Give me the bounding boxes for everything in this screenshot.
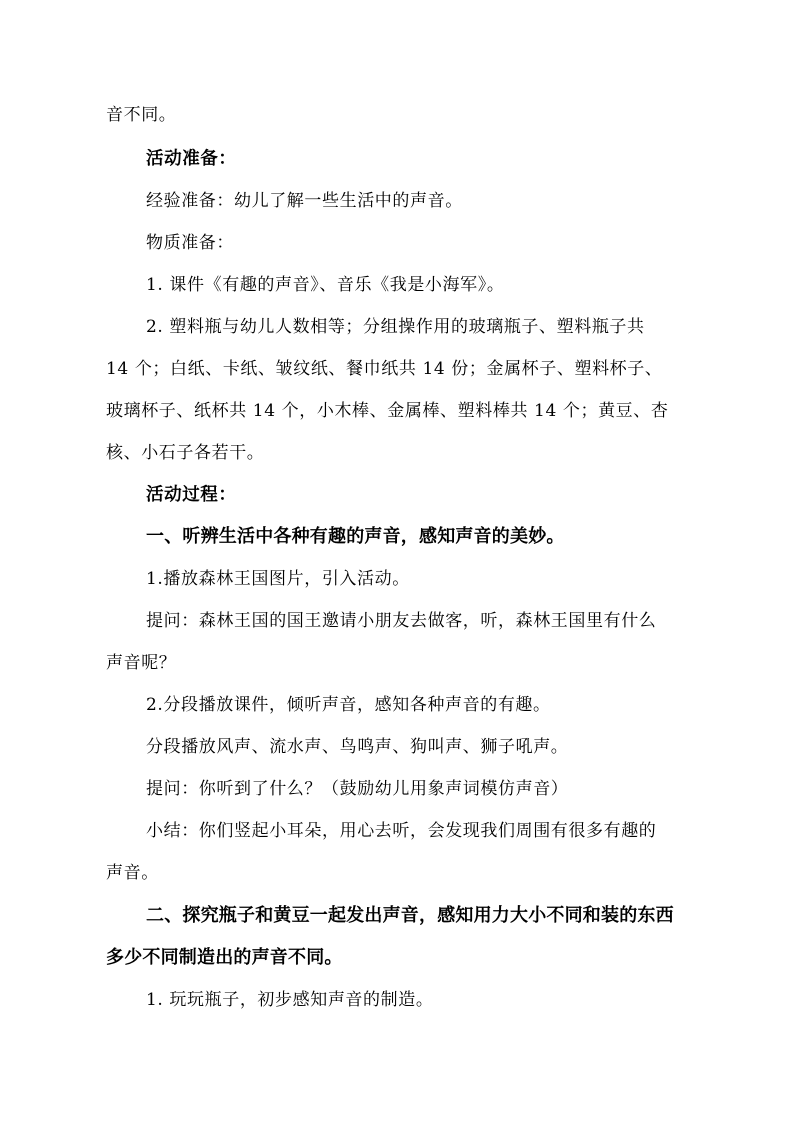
step-1-item-2: 2.分段播放课件，倾听声音，感知各种声音的有趣。 — [146, 695, 551, 715]
sound-list: 分段播放风声、流水声、鸟鸣声、狗叫声、狮子吼声。 — [146, 737, 569, 757]
material-item-2-line-3: 玻璃杯子、纸杯共 14 个，小木棒、金属棒、塑料棒共 14 个；黄豆、杏 — [106, 401, 669, 421]
step-heading-2-line-1: 二、探究瓶子和黄豆一起发出声音，感知用力大小不同和装的东西 — [146, 905, 674, 926]
summary-line-1: 小结：你们竖起小耳朵，用心去听，会发现我们周围有很多有趣的 — [146, 821, 657, 841]
step-heading-1: 一、听辨生活中各种有趣的声音，感知声音的美妙。 — [146, 526, 565, 547]
summary-line-2: 声音。 — [106, 863, 159, 883]
section-heading-activity-preparation: 活动准备： — [146, 149, 237, 169]
material-item-2-line-4: 核、小石子各若干。 — [106, 443, 265, 463]
step-heading-2-line-2: 多少不同制造出的声音不同。 — [106, 947, 343, 968]
step-2-item-1: 1. 玩玩瓶子，初步感知声音的制造。 — [146, 990, 434, 1010]
question-heard: 提问：你听到了什么？（鼓励幼儿用象声词模仿声音） — [146, 779, 569, 799]
material-item-2-line-1: 2. 塑料瓶与幼儿人数相等；分组操作用的玻璃瓶子、塑料瓶子共 — [146, 317, 645, 337]
material-item-2-line-2: 14 个；白纸、卡纸、皱纹纸、餐巾纸共 14 份；金属杯子、塑料杯子、 — [106, 359, 663, 379]
experience-preparation: 经验准备：幼儿了解一些生活中的声音。 — [146, 191, 463, 211]
paragraph-continuation: 音不同。 — [106, 105, 177, 125]
question-line-2: 声音呢？ — [106, 653, 177, 673]
material-preparation-label: 物质准备： — [146, 233, 234, 253]
section-heading-activity-process: 活动过程： — [146, 485, 237, 505]
step-1-item-1: 1.播放森林王国图片，引入活动。 — [146, 569, 410, 589]
question-line-1: 提问：森林王国的国王邀请小朋友去做客，听，森林王国里有什么 — [146, 611, 657, 631]
material-item-1: 1. 课件《有趣的声音》、音乐《我是小海军》。 — [146, 275, 505, 295]
